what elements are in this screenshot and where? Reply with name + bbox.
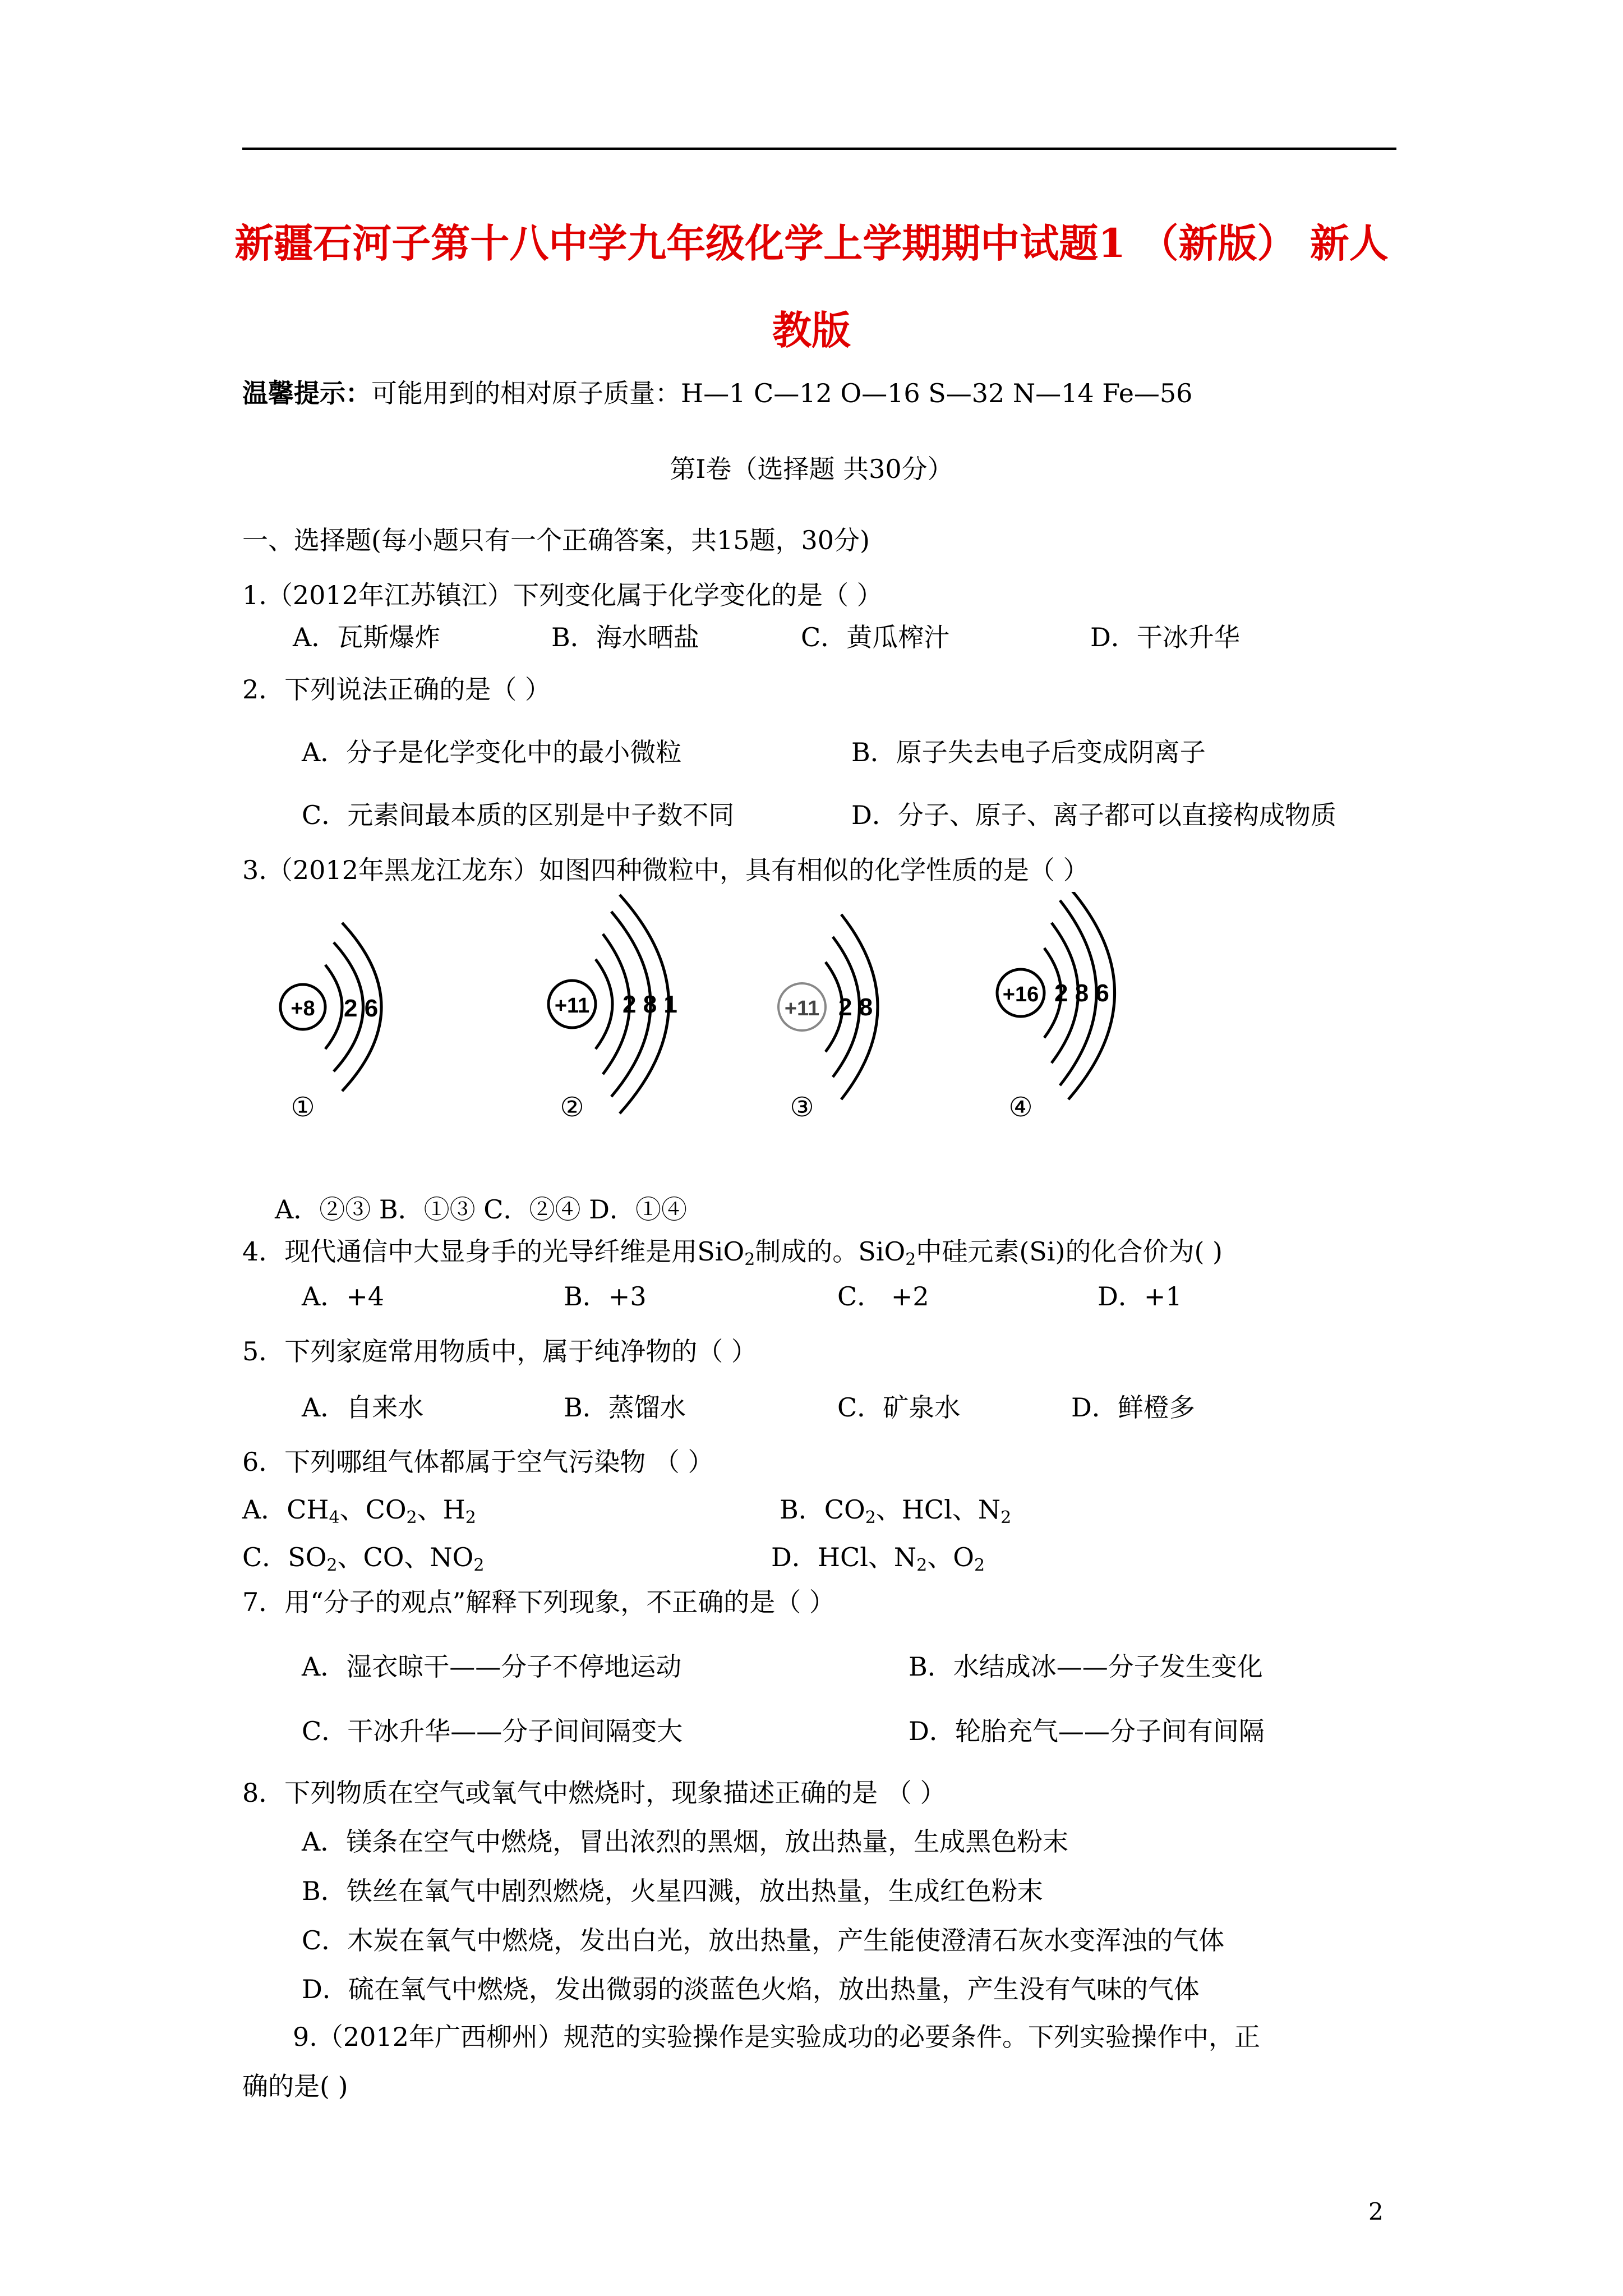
- q5-option-c: C．矿泉水: [837, 1392, 961, 1423]
- q8-option-a: A．镁条在空气中燃烧，冒出浓烈的黑烟，放出热量，生成黑色粉末: [302, 1826, 1069, 1857]
- q6-option-d: D．HCl、$N_2$、$O_2$: [771, 1542, 985, 1575]
- diagram-1-nucleus: +8: [291, 997, 315, 1020]
- q1-option-c: C．黄瓜榨汁: [801, 622, 950, 652]
- tip-text: 可能用到的相对原子质量：H—1 C—12 O—16 S—32 N—14 Fe—56: [371, 378, 1193, 408]
- diagram-1-label: ①: [291, 1093, 315, 1122]
- q3-stem: 3.（2012年黑龙江龙东）如图四种微粒中，具有相似的化学性质的是（ ）: [242, 855, 1089, 885]
- diagram-1-shells: 2 6: [344, 995, 379, 1022]
- q7-option-c: C．干冰升华——分子间间隔变大: [302, 1716, 683, 1746]
- diagram-3-shells: 2 8: [838, 993, 873, 1021]
- q4-option-b: B．+3: [564, 1281, 647, 1312]
- q8-option-d: D．硫在氧气中燃烧，发出微弱的淡蓝色火焰，放出热量，产生没有气味的气体: [302, 1974, 1200, 2004]
- q4-subscript-2: 2: [905, 1250, 916, 1269]
- diagram-3: [778, 914, 878, 1122]
- q7-option-d: D．轮胎充气——分子间有间隔: [909, 1716, 1265, 1746]
- q1-option-d: D．干冰升华: [1090, 622, 1240, 652]
- q4-option-c: C． +2: [837, 1281, 929, 1312]
- q3-options: A．②③ B．①③ C．②④ D．①④: [275, 1194, 687, 1225]
- diagram-3-label: ③: [790, 1093, 814, 1122]
- part1-heading: 一、选择题(每小题只有一个正确答案，共15题，30分): [242, 525, 870, 555]
- q7-option-b: B．水结成冰——分子发生变化: [909, 1651, 1263, 1682]
- q4-option-d: D．+1: [1098, 1281, 1182, 1312]
- q4-stem: [242, 1231, 1223, 1269]
- diagram-3-nucleus: +11: [784, 997, 820, 1020]
- q6-option-b: B．$CO_2$、HCl、$N_2$: [780, 1494, 1012, 1527]
- tip-label: 温馨提示：: [242, 378, 371, 408]
- diagram-4-shells: 2 8 6: [1054, 979, 1109, 1007]
- atomic-structure-diagrams: [264, 892, 1385, 1150]
- q4-stem-part-a: 4．现代通信中大显身手的光导纤维是用SiO: [242, 1236, 745, 1267]
- q4-stem-part-b: 制成的。SiO: [755, 1236, 906, 1267]
- diagram-2: [548, 895, 677, 1122]
- tip-line: [242, 373, 1192, 410]
- page-number: 2: [1368, 2198, 1384, 2225]
- diagram-4-nucleus: +16: [1002, 983, 1039, 1006]
- q2-option-a: A．分子是化学变化中的最小微粒: [302, 737, 682, 767]
- q1-option-b: B．海水晒盐: [551, 622, 699, 652]
- doc-title-line2: 教版: [772, 307, 851, 353]
- q5-option-b: B．蒸馏水: [564, 1392, 686, 1423]
- q2-stem: 2．下列说法正确的是（ ）: [242, 674, 551, 705]
- q9-stem-line2: 确的是( ): [242, 2071, 348, 2101]
- q4-option-a: A．+4: [302, 1281, 385, 1312]
- q6-stem: 6．下列哪组气体都属于空气污染物 （ ）: [242, 1447, 714, 1477]
- q5-option-d: D．鲜橙多: [1071, 1392, 1195, 1423]
- diagram-2-label: ②: [560, 1093, 584, 1122]
- diagram-2-nucleus: +11: [554, 994, 590, 1018]
- q8-stem: 8．下列物质在空气或氧气中燃烧时，现象描述正确的是 （ ）: [242, 1778, 946, 1808]
- q8-option-c: C．木炭在氧气中燃烧，发出白光，放出热量，产生能使澄清石灰水变浑浊的气体: [302, 1925, 1225, 1955]
- diagram-4: [997, 892, 1115, 1122]
- q2-option-c: C．元素间最本质的区别是中子数不同: [302, 800, 735, 830]
- q8-option-b: B．铁丝在氧气中剧烈燃烧，火星四溅，放出热量，生成红色粉末: [302, 1876, 1043, 1906]
- q9-stem-line1: 9.（2012年广西柳州）规范的实验操作是实验成功的必要条件。下列实验操作中，正: [293, 2022, 1260, 2052]
- diagram-2-shells: 2 8 1: [623, 991, 677, 1018]
- q5-option-a: A．自来水: [302, 1392, 424, 1423]
- q7-option-a: A．湿衣晾干——分子不停地运动: [302, 1651, 682, 1682]
- q6-option-c: C．$SO_2$、CO、$NO_2$: [242, 1542, 485, 1575]
- doc-title-line1: 新疆石河子第十八中学九年级化学上学期期中试题1 （新版） 新人: [234, 220, 1389, 266]
- q4-subscript-1: 2: [744, 1250, 755, 1269]
- q5-stem: 5．下列家庭常用物质中，属于纯净物的（ ）: [242, 1336, 757, 1366]
- q2-option-d: D．分子、原子、离子都可以直接构成物质: [851, 800, 1336, 830]
- q4-stem-part-c: 中硅元素(Si)的化合价为( ): [916, 1236, 1223, 1267]
- diagram-4-label: ④: [1008, 1093, 1033, 1122]
- section-heading: 第Ⅰ卷（选择题 共30分）: [670, 454, 953, 484]
- q7-stem: 7．用“分子的观点”解释下列现象，不正确的是（ ）: [242, 1587, 835, 1617]
- top-rule: [242, 148, 1396, 150]
- q6-option-a: A．$CH_4$、$CO_2$、$H_2$: [242, 1494, 476, 1527]
- diagram-1: [280, 923, 381, 1122]
- q2-option-b: B．原子失去电子后变成阴离子: [851, 737, 1206, 767]
- q1-stem: 1.（2012年江苏镇江）下列变化属于化学变化的是（ ）: [242, 580, 883, 610]
- q1-option-a: A．瓦斯爆炸: [293, 622, 441, 652]
